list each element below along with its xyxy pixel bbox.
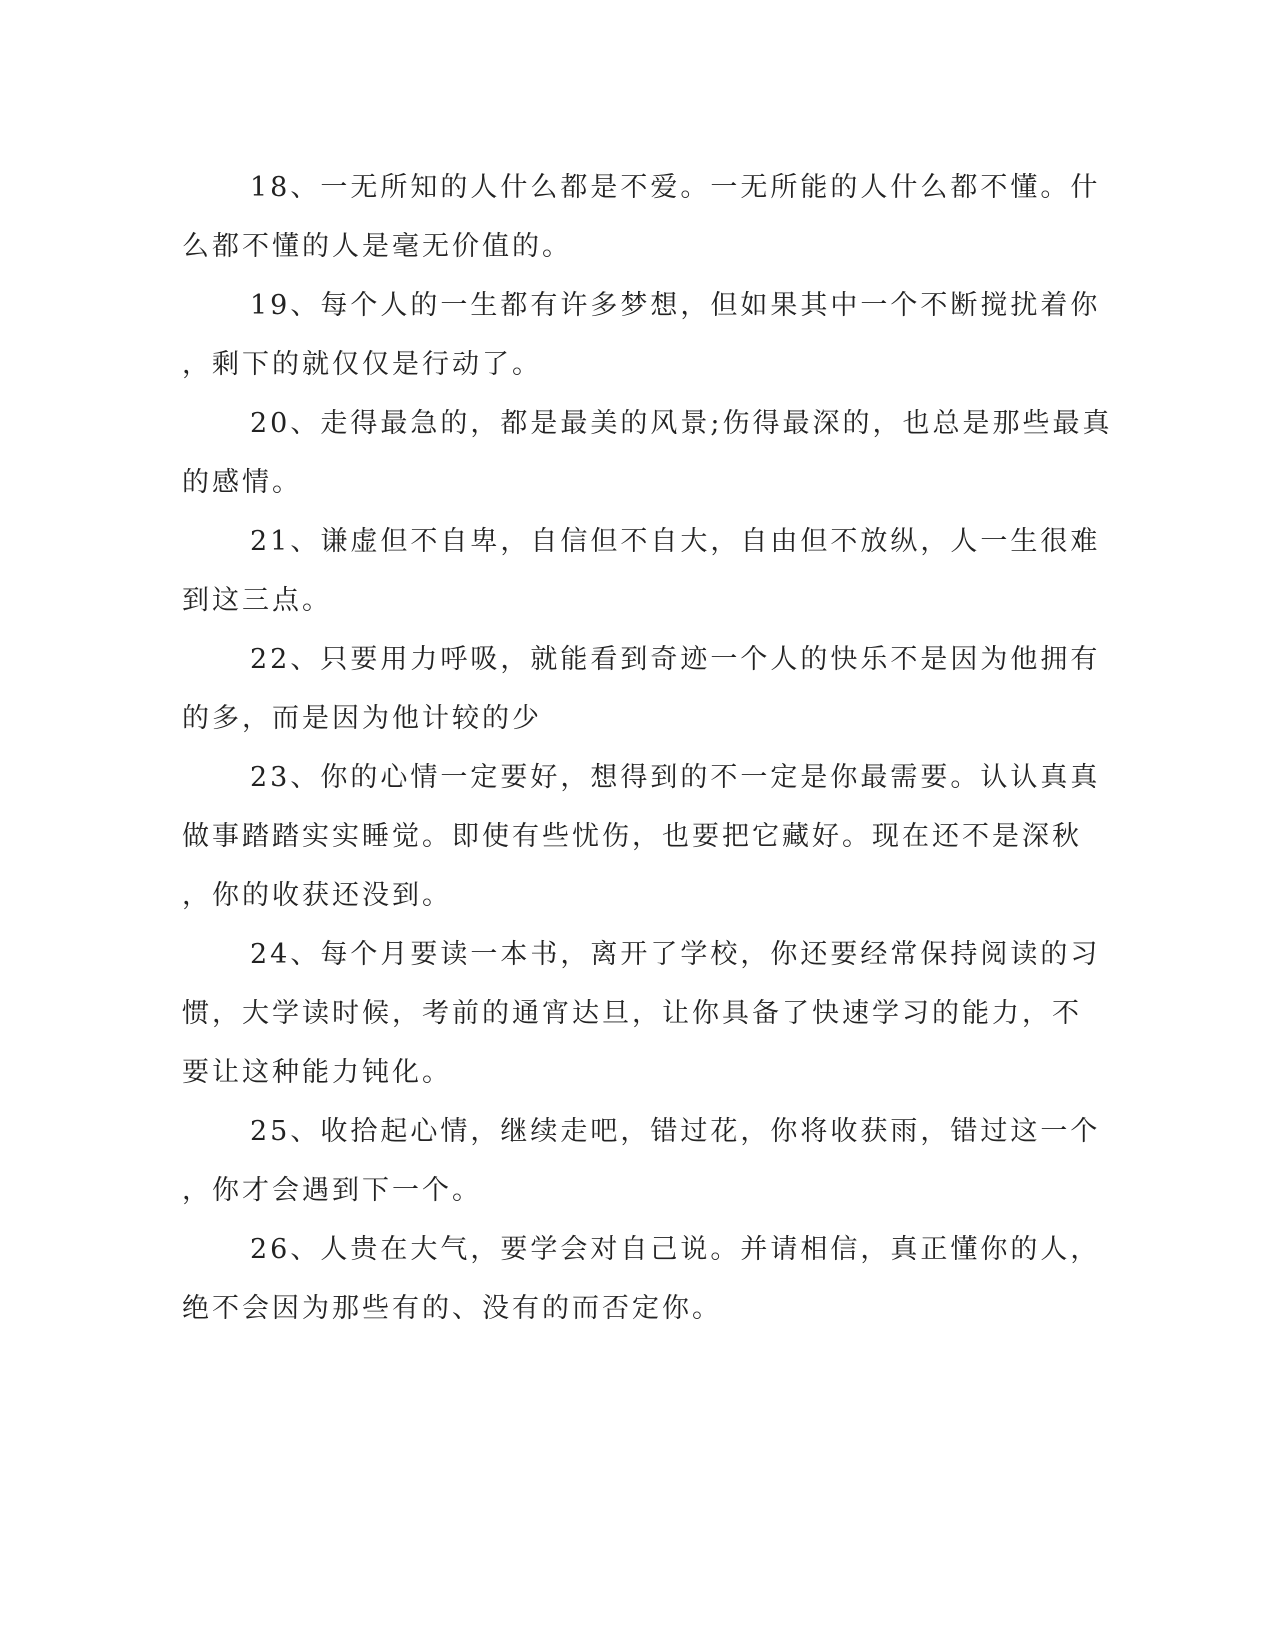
paragraph-line: 的感情。 (182, 467, 302, 498)
document-body (182, 158, 1113, 1338)
paragraph-line: 绝不会因为那些有的、没有的而否定你。 (182, 1293, 722, 1324)
paragraph-line: ，你才会遇到下一个。 (182, 1175, 482, 1206)
paragraph-line: 到这三点。 (182, 585, 332, 616)
paragraph-21 (182, 512, 1101, 630)
paragraph-line: ，你的收获还没到。 (182, 880, 452, 911)
paragraph-line: 24、每个月要读一本书，离开了学校，你还要经常保持阅读的习 (250, 939, 1101, 970)
paragraph-line: 惯，大学读时候，考前的通宵达旦，让你具备了快速学习的能力，不 (182, 998, 1082, 1029)
paragraph-line: 23、你的心情一定要好，想得到的不一定是你最需要。认认真真 (250, 762, 1101, 793)
paragraph-line: 25、收拾起心情，继续走吧，错过花，你将收获雨，错过这一个 (250, 1116, 1101, 1147)
paragraph-line: 要让这种能力钝化。 (182, 1057, 452, 1088)
paragraph-26 (182, 1220, 1101, 1338)
paragraph-line: 20、走得最急的，都是最美的风景;伤得最深的，也总是那些最真 (250, 408, 1113, 439)
paragraph-line: ，剩下的就仅仅是行动了。 (182, 349, 542, 380)
paragraph-24 (182, 925, 1101, 1102)
paragraph-22 (182, 630, 1101, 748)
paragraph-line: 19、每个人的一生都有许多梦想，但如果其中一个不断搅扰着你 (250, 290, 1101, 321)
paragraph-line: 22、只要用力呼吸，就能看到奇迹一个人的快乐不是因为他拥有 (250, 644, 1101, 675)
paragraph-line: 21、谦虚但不自卑，自信但不自大，自由但不放纵，人一生很难 (250, 526, 1101, 557)
paragraph-25 (182, 1102, 1101, 1220)
paragraph-20 (182, 394, 1113, 512)
paragraph-line: 18、一无所知的人什么都是不爱。一无所能的人什么都不懂。什 (250, 172, 1101, 203)
paragraph-line: 么都不懂的人是毫无价值的。 (182, 231, 572, 262)
paragraph-23 (182, 748, 1101, 925)
paragraph-18 (182, 158, 1101, 276)
paragraph-line: 26、人贵在大气，要学会对自己说。并请相信，真正懂你的人， (250, 1234, 1101, 1265)
paragraph-line: 做事踏踏实实睡觉。即使有些忧伤，也要把它藏好。现在还不是深秋 (182, 821, 1082, 852)
paragraph-19 (182, 276, 1101, 394)
paragraph-line: 的多，而是因为他计较的少 (182, 703, 542, 734)
